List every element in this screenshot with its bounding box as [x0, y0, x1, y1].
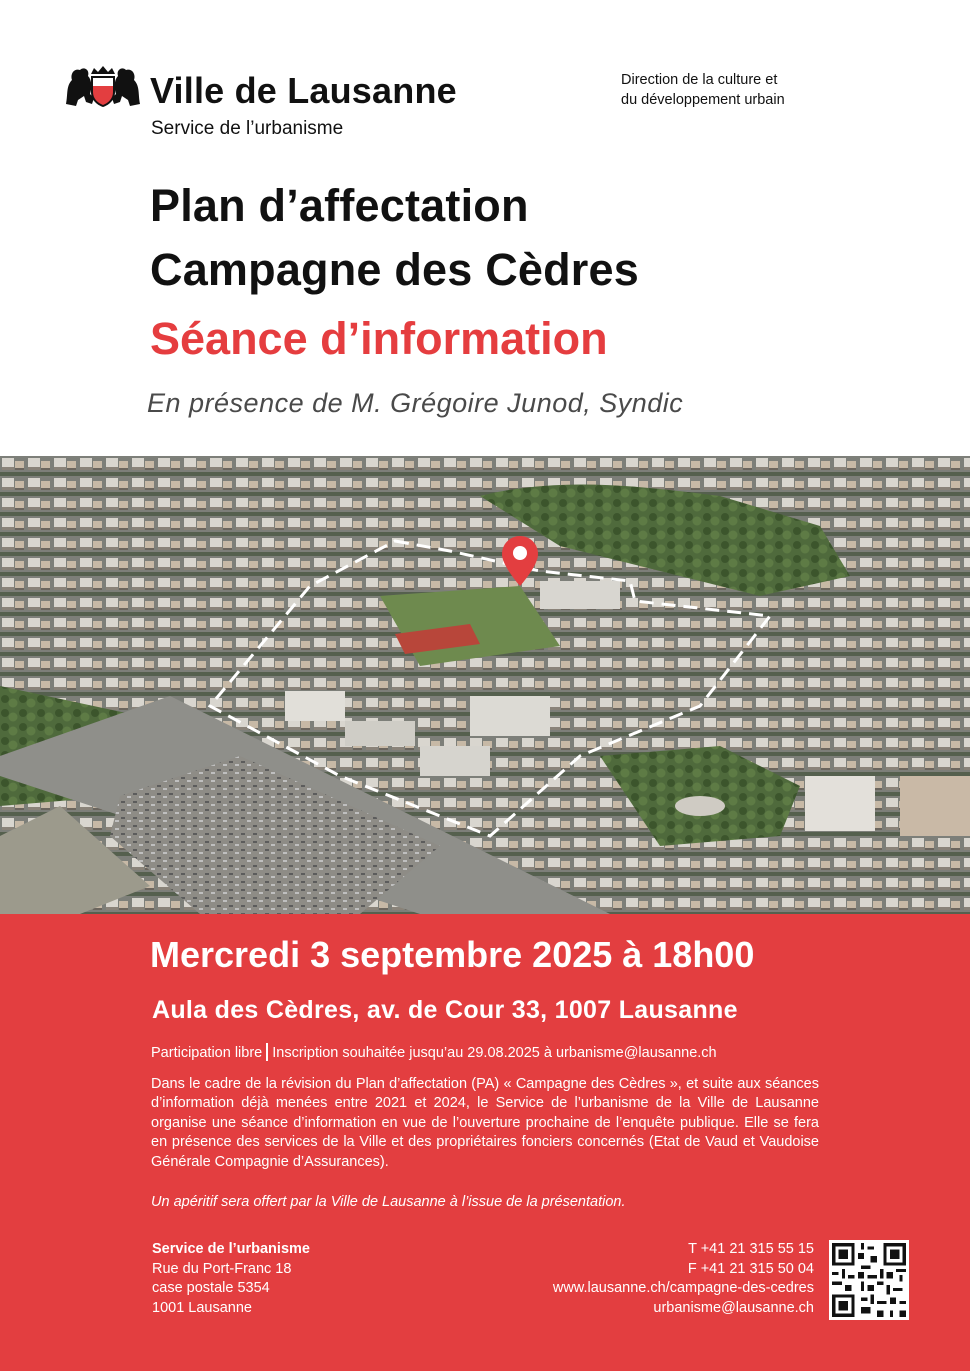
contact-phone[interactable]: T +41 21 315 55 15: [688, 1241, 814, 1257]
event-description: Dans le cadre de la révision du Plan d’affectation (PA) « Campagne des Cèdres », et suite aux séances d’information déjà menées entre 2021 et 2024, le Service de l’urbanisme de la Ville de Lausanne organise une séance d’information en vue de l’ouverture prochaine de l’enquête publique. Elle se fera en présence des services de la Ville et des propriétaires fonciers concernés (Etat de Vaud et Vaudoise Générale Compagnie d’Assurances).: [151, 1076, 819, 1170]
aerial-photo: [0, 456, 970, 914]
direction-line-2: du développement urbain: [621, 92, 785, 108]
service-name: Service de l’urbanisme: [151, 118, 344, 139]
contact-street: Rue du Port-Franc 18: [152, 1260, 292, 1277]
title-line-2: Campagne des Cèdres: [150, 244, 639, 295]
registration-text: Inscription souhaitée jusqu’au 29.08.2025 à urbanisme@lausanne.ch: [272, 1045, 717, 1061]
apero-note: Un apéritif sera offert par la Ville de Lausanne à l’issue de la présentation.: [151, 1194, 626, 1210]
event-venue: Aula des Cèdres, av. de Cour 33, 1007 Lausanne: [152, 996, 738, 1024]
subtitle: Séance d’information: [150, 313, 608, 364]
qr-code-icon[interactable]: [829, 1240, 909, 1320]
contact-address: [152, 1240, 310, 1318]
participation-text: Participation libre: [151, 1045, 263, 1061]
title-line-1: Plan d’affectation: [150, 180, 529, 231]
event-date: Mercredi 3 septembre 2025 à 18h00: [150, 934, 755, 975]
city-name: Ville de Lausanne: [150, 70, 457, 111]
presence-line: En présence de M. Grégoire Junod, Syndic: [147, 388, 684, 418]
contact-details: [553, 1240, 814, 1318]
direction-line-1: Direction de la culture et: [621, 72, 778, 88]
registration-line: [151, 1043, 717, 1061]
direction-label: [621, 70, 785, 110]
contact-city: 1001 Lausanne: [152, 1299, 252, 1316]
contact-fax: F +41 21 315 50 04: [687, 1260, 814, 1277]
contact-email[interactable]: urbanisme@lausanne.ch: [653, 1299, 814, 1316]
contact-website[interactable]: www.lausanne.ch/campagne-des-cedres: [552, 1280, 814, 1296]
lausanne-coat-of-arms-icon: [64, 64, 142, 108]
contact-name: Service de l’urbanisme: [152, 1241, 310, 1257]
contact-po-box: case postale 5354: [152, 1280, 270, 1296]
separator: [266, 1043, 268, 1061]
